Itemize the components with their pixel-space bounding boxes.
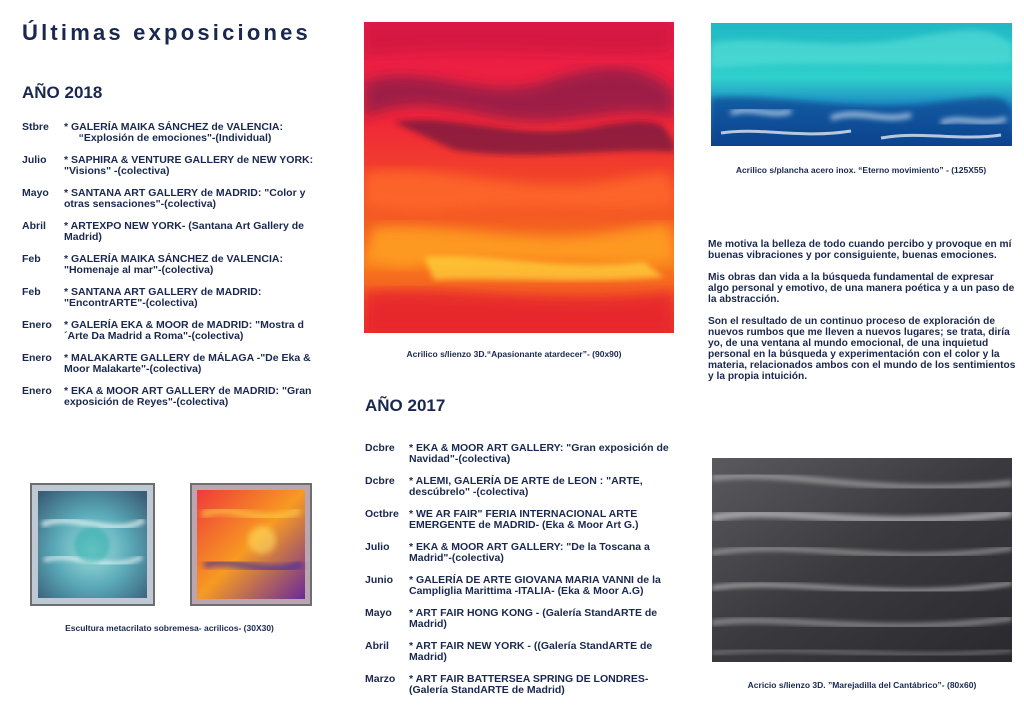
exhibition-entry: [22, 386, 327, 408]
exhibition-month: Junio: [365, 574, 393, 586]
exhibition-entry: [365, 542, 675, 564]
exhibition-entry: [22, 254, 327, 276]
exhibition-text: * SANTANA ART GALLERY de MADRID: "Color y otras sensaciones"-(colectiva): [64, 187, 306, 210]
exhibition-month: Octbre: [365, 508, 399, 520]
exhibition-entry: [365, 575, 675, 597]
exhibition-month: Abril: [365, 640, 389, 652]
exhibition-entry: [22, 221, 327, 243]
exhibition-text: * ALEMI, GALERÍA DE ARTE de LEON : "ARTE, descúbrelo" -(colectiva): [409, 475, 643, 498]
exhibition-text: * EKA & MOOR ART GALLERY: "Gran exposición de Navidad"-(colectiva): [409, 442, 669, 465]
page-title: Últimas exposiciones: [22, 20, 311, 45]
exhibition-month: Julio: [22, 154, 47, 166]
exhibition-month: Dcbre: [365, 442, 395, 454]
exhibition-text: * WE AR FAIR" FERIA INTERNACIONAL ARTE EMERGENTE de MADRID- (Eka & Moor Art G.): [409, 508, 639, 531]
exhibition-text: * GALERÍA MAIKA SÁNCHEZ de VALENCIA: "Homenaje al mar"-(colectiva): [64, 253, 283, 276]
painting-marejadilla-del-cantabrico: [712, 458, 1012, 662]
exhibition-entry: [365, 641, 675, 663]
exhibition-month: Mayo: [365, 607, 392, 619]
exhibition-text: * SAPHIRA & VENTURE GALLERY de NEW YORK: "Visions" -(colectiva): [64, 154, 314, 177]
exhibition-entry: [22, 122, 327, 144]
exhibition-entry: [22, 287, 327, 309]
exhibition-month: Dcbre: [365, 475, 395, 487]
painting-apasionante-atardecer: [364, 22, 674, 333]
exhibition-month: Mayo: [22, 187, 49, 199]
caption-escultura: Escultura metacrilato sobremesa- acrilicos- (30X30): [65, 623, 274, 633]
exhibition-entry: [22, 320, 327, 342]
exhibition-month: Stbre: [22, 121, 49, 133]
sculpture-photo-blue: [30, 483, 155, 606]
caption-apasionante-atardecer: Acrilico s/lienzo 3D.“Apasionante atardecer”- (90x90): [406, 349, 622, 359]
exhibition-text: * ART FAIR NEW YORK - ((Galería StandARTE de Madrid): [409, 640, 653, 663]
artist-statement: [708, 239, 1016, 393]
year-2018-heading: AÑO 2018: [22, 83, 103, 102]
exhibition-text: * EKA & MOOR ART GALLERY de MADRID: "Gran exposición de Reyes"-(colectiva): [64, 385, 312, 408]
exhibition-entry: [22, 188, 327, 210]
statement-paragraph: Me motiva la belleza de todo cuando percibo y provoque en mí buenas vibraciones y por consiguiente, buenas emociones.: [708, 239, 1012, 261]
exhibition-text: * GALERÍA DE ARTE GIOVANA MARIA VANNI de la Campliglia Marittima -ITALIA- (Eka & Moor A.G): [409, 574, 661, 597]
statement-paragraph: Mis obras dan vida a la búsqueda fundamental de expresar algo personal y emotivo, de una manera poética y a un paso de la abstracción.: [708, 272, 1015, 305]
exhibition-entry: [22, 155, 327, 177]
exhibition-month: Feb: [22, 286, 41, 298]
exhibition-text: * ART FAIR HONG KONG - (Galería StandARTE de Madrid): [409, 607, 658, 630]
exhibition-month: Julio: [365, 541, 390, 553]
exhibition-entry: [365, 443, 675, 465]
exhibitions-2017-list: [365, 443, 675, 707]
painting-eterno-movimiento: [711, 23, 1012, 146]
year-2017-heading: AÑO 2017: [365, 396, 446, 415]
exhibition-text: * GALERÍA MAIKA SÁNCHEZ de VALENCIA: “Explosión de emociones"-(Individual): [64, 121, 283, 144]
exhibition-text: * EKA & MOOR ART GALLERY: "De la Toscana a Madrid"-(colectiva): [409, 541, 650, 564]
exhibition-entry: [22, 353, 327, 375]
exhibition-text: * GALERÍA EKA & MOOR de MADRID: "Mostra d´Arte Da Madrid a Roma"-(colectiva): [64, 319, 304, 342]
exhibition-month: Abril: [22, 220, 46, 232]
exhibition-entry: [365, 476, 675, 498]
exhibition-month: Marzo: [365, 673, 396, 685]
exhibition-entry: [365, 674, 675, 696]
exhibition-text: * ART FAIR BATTERSEA SPRING DE LONDRES- (Galería StandARTE de Madrid): [409, 673, 649, 696]
exhibition-month: Feb: [22, 253, 41, 265]
exhibitions-2018-list: [22, 122, 327, 419]
exhibition-text: * ARTEXPO NEW YORK- (Santana Art Gallery de Madrid): [64, 220, 304, 243]
exhibition-month: Enero: [22, 385, 52, 397]
exhibition-text: * MALAKARTE GALLERY de MÁLAGA -"De Eka & Moor Malakarte"-(colectiva): [64, 352, 311, 375]
sculpture-photo-red: [190, 483, 312, 606]
caption-marejadilla: Acricio s/lienzo 3D. ”Marejadilla del Cantábrico”- (80x60): [747, 680, 977, 690]
caption-eterno-movimiento: Acrilico s/plancha acero inox. “Eterno movimiento” - (125X55): [735, 165, 987, 175]
exhibition-entry: [365, 608, 675, 630]
exhibition-text: * SANTANA ART GALLERY de MADRID: "EncontrARTE"-(colectiva): [64, 286, 262, 309]
exhibition-entry: [365, 509, 675, 531]
exhibition-month: Enero: [22, 319, 52, 331]
statement-paragraph: Son el resultado de un continuo proceso de exploración de nuevos rumbos que me lleven a nuevos lugares; se trata, diría yo, de una ventana al mundo emocional, de una inquietud personal en la búsqueda y experimentación con el color y la materia, relacionados ambos con el mundo de los sentimientos y la propia intuición.: [708, 316, 1016, 382]
exhibition-month: Enero: [22, 352, 52, 364]
